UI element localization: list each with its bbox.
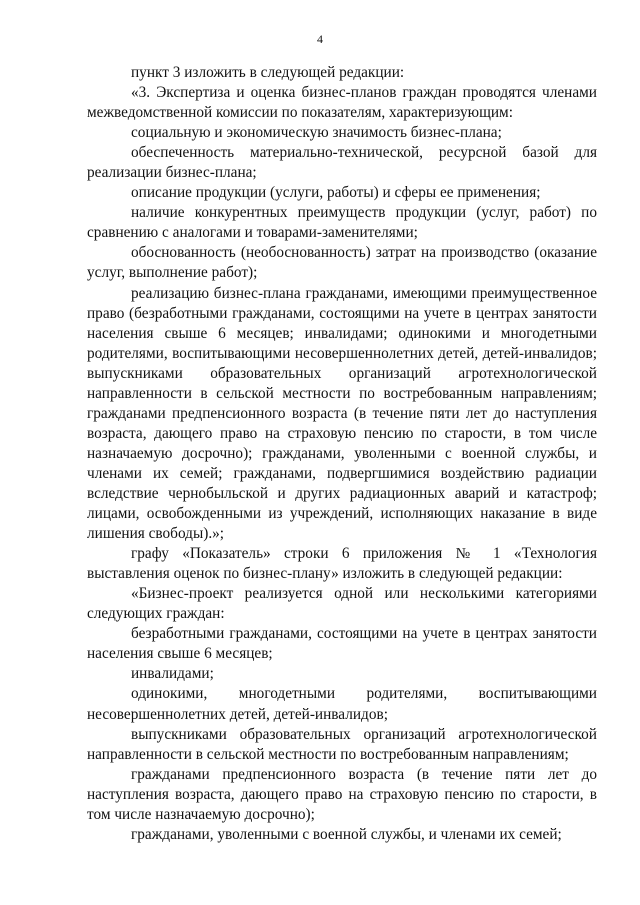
paragraph: инвалидами; xyxy=(131,665,214,683)
paragraph: реализацию бизнес-плана гражданами, имеющими преимущественное право (безработными гражданами, состоящими на учете в центрах занятости населения свыше 6 месяцев; инвалидами; одинокими и многодетными родителями, воспитывающими несовершеннолетних детей, детей-инвалидов; выпускниками образовательных организаций агротехнологической направленности в сельской местности по востребованным направлениям; гражданами предпенсионного возраста (в течение пяти лет до наступления возраста, дающего право на страховую пенсию по старости, в том числе назначаемую досрочно); гражданами, уволенными с военной службы, и членами их семей; гражданами, подвергшимися воздействию радиации вследствие чернобыльской и других радиационных аварий и катастроф; лицами, освобожденными из учреждений, исполняющих наказание в виде лишения свободы).»; xyxy=(87,284,597,543)
paragraph: выпускниками образовательных организаций агротехнологической направленности в сельской местности по востребованным направлениям; xyxy=(87,725,597,763)
paragraph: наличие конкурентных преимуществ продукции (услуг, работ) по сравнению с аналогами и товарами-заменителями; xyxy=(87,204,597,242)
paragraph: одинокими, многодетными родителями, воспитывающими несовершеннолетних детей, детей-инвалидов; xyxy=(87,685,597,723)
paragraph: социальную и экономическую значимость бизнес-плана; xyxy=(131,124,502,142)
document-body xyxy=(87,63,597,845)
page-number: 4 xyxy=(317,32,323,46)
paragraph: гражданами, уволенными с военной службы, и членами их семей; xyxy=(131,825,562,843)
paragraph: «Бизнес-проект реализуется одной или несколькими категориями следующих граждан: xyxy=(87,585,597,623)
paragraph: «3. Экспертиза и оценка бизнес-планов граждан проводятся членами межведомственной комиссии по показателям, характеризующим: xyxy=(87,84,597,122)
paragraph: гражданами предпенсионного возраста (в течение пяти лет до наступления возраста, дающего право на страховую пенсию по старости, в том числе назначаемую досрочно); xyxy=(87,765,597,823)
paragraph: безработными гражданами, состоящими на учете в центрах занятости населения свыше 6 месяцев; xyxy=(87,625,597,663)
paragraph: графу «Показатель» строки 6 приложения № 1 «Технология выставления оценок по бизнес-плану» изложить в следующей редакции: xyxy=(87,545,597,583)
paragraph: описание продукции (услуги, работы) и сферы ее применения; xyxy=(131,184,541,202)
paragraph: пункт 3 изложить в следующей редакции: xyxy=(131,64,405,81)
paragraph: обеспеченность материально-технической, ресурсной базой для реализации бизнес-плана; xyxy=(87,144,597,182)
paragraph: обоснованность (необоснованность) затрат на производство (оказание услуг, выполнение работ); xyxy=(87,244,597,282)
